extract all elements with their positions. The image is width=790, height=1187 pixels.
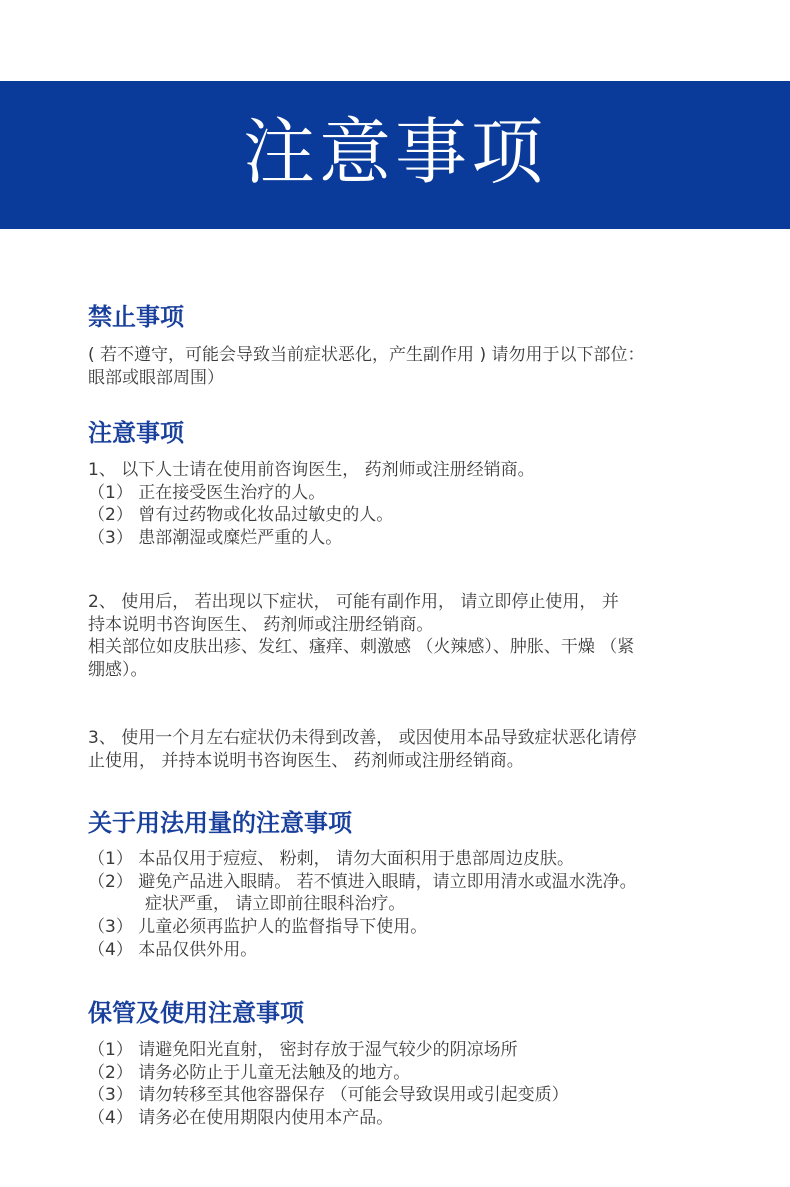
text-line: 眼部或眼部周围）: [88, 367, 224, 388]
text-line: 2、 使用后， 若出现以下症状， 可能有副作用， 请立即停止使用， 并: [88, 592, 619, 612]
precautions-block-2: [88, 591, 728, 682]
text-line: （3） 请勿转移至其他容器保存 （可能会导致误用或引起变质）: [88, 1085, 569, 1106]
text-line: 绷感）。: [88, 660, 148, 681]
precautions-block-1: [88, 459, 728, 550]
section-title-usage: 关于用法用量的注意事项: [88, 809, 352, 837]
text-line: （4） 本品仅供外用。: [88, 939, 258, 960]
section-title-prohibited: 禁止事项: [88, 303, 184, 331]
text-line: （1） 本品仅用于痘痘、 粉刺， 请勿大面积用于患部周边皮肤。: [88, 849, 575, 869]
text-line: （1） 正在接受医生治疗的人。: [88, 482, 326, 503]
text-line: 相关部位如皮肤出疹、发红、瘙痒、刺激感 （火辣感）、肿胀、干燥 （紧: [88, 637, 635, 658]
text-line: 1、 以下人士请在使用前咨询医生， 药剂师或注册经销商。: [88, 460, 535, 480]
text-line: 止使用， 并持本说明书咨询医生、 药剂师或注册经销商。: [88, 750, 524, 771]
text-line: ( 若不遵守，可能会导致当前症状恶化，产生副作用 ) 请勿用于以下部位：: [88, 345, 645, 365]
text-line: 持本说明书咨询医生、 药剂师或注册经销商。: [88, 614, 434, 635]
usage-text: [88, 848, 728, 962]
text-line: （3） 患部潮湿或糜烂严重的人。: [88, 528, 343, 549]
text-line: （2） 请务必防止于儿童无法触及的地方。: [88, 1062, 411, 1083]
precautions-block-3: [88, 727, 728, 772]
text-line: （1） 请避免阳光直射， 密封存放于湿气较少的阴凉场所: [88, 1040, 518, 1060]
text-line: （3） 儿童必须再监护人的监督指导下使用。: [88, 917, 428, 938]
section-title-precautions: 注意事项: [88, 419, 184, 447]
storage-text: [88, 1039, 728, 1130]
text-line: （4） 请务必在使用期限内使用本产品。: [88, 1108, 394, 1129]
text-line: （2） 曾有过药物或化妆品过敏史的人。: [88, 505, 394, 526]
page-title: 注意事项: [242, 110, 547, 194]
text-line: （2） 避免产品进入眼睛。 若不慎进入眼睛，请立即用清水或温水洗净。: [88, 871, 637, 892]
text-line: 3、 使用一个月左右症状仍未得到改善， 或因使用本品导致症状恶化请停: [88, 728, 637, 748]
text-line: 症状严重， 请立即前往眼科治疗。: [145, 894, 406, 915]
section-title-storage: 保管及使用注意事项: [88, 999, 304, 1027]
prohibited-text: [88, 344, 728, 389]
header-banner: [0, 81, 790, 229]
